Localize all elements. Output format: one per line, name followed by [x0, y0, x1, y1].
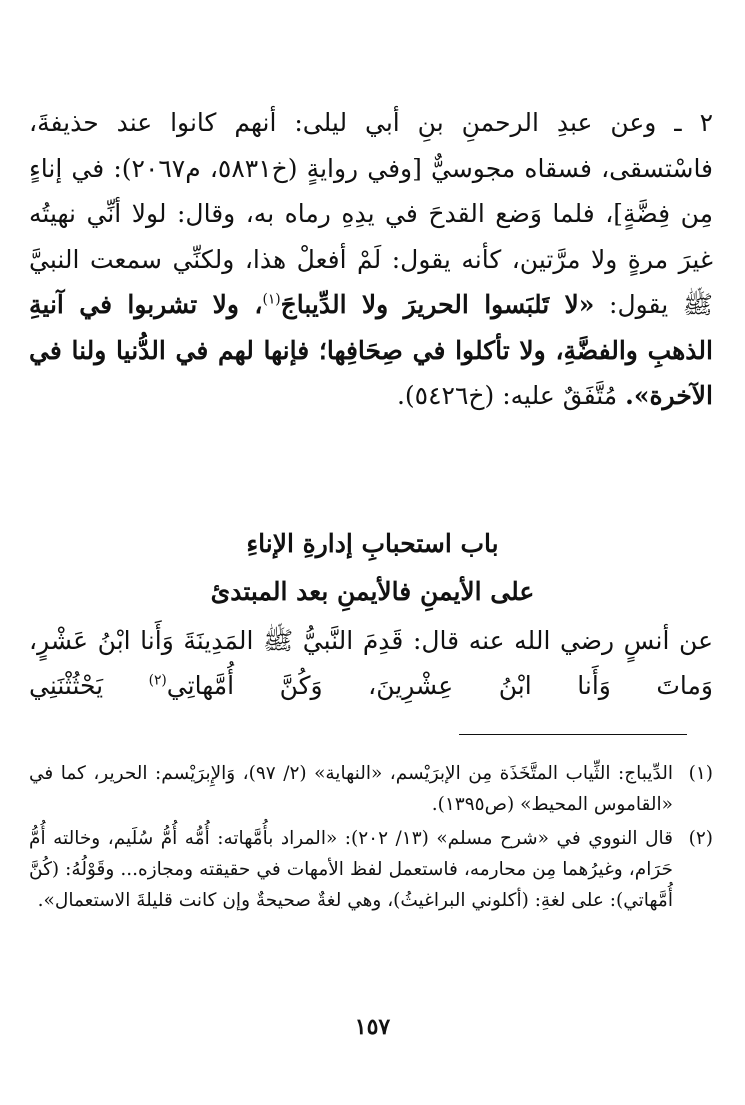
footnote-text: الدِّيباج: الثِّياب المتَّخَذَة مِن الإبرَيْسم، «النهاية» (٢/ ٩٧)، وَالإِبرَيْسم: الحرير، كما في «القاموس المحيط» (ص١٣٩٥). — [29, 763, 673, 815]
page-number: ١٥٧ — [354, 1014, 391, 1040]
footnote-separator — [459, 734, 687, 735]
footnote-ref-2: (٢) — [148, 672, 167, 689]
hadith-quote-part2: ، ولا تشربوا في آنيةِ الذهبِ والفضَّةِ، ولا تأكلوا في صِحَافِها؛ فإنها لهم في الدُّنيا ولنا في الآخرة». — [29, 290, 713, 410]
footnotes — [29, 758, 713, 916]
footnote-1 — [29, 758, 713, 820]
section-heading — [0, 520, 745, 616]
footnote-number: (٢) — [688, 828, 713, 849]
footnote-text: قال النووي في «شرح مسلم» (١٣/ ٢٠٢): «المراد بأُمَّهاته: أُمُّه أُمُّ سُلَيم، وخالته أُمُّ حَرَام، وغيرُهما مِن محارمه، فاستعمل لفظ الأمهات في حقيقته ومجازه... وقَوْلُهُ: (كُنَّ أُمَّهاتي): على لغةِ: (أكلوني البراغيثُ)، وهي لغةٌ صحيحةٌ وإن كانت قليلةَ الاستعمال». — [29, 828, 673, 911]
hadith-paragraph — [29, 100, 713, 419]
section-text-part1: عن أنسٍ رضي الله عنه قال: قَدِمَ النَّبيُّ ﷺ المَدِينَةَ وَأَنا ابْنُ عَشْرٍ، وَماتَ وَأَنا ابْنُ عِشْرِينَ، وَكُنَّ أُمَّهاتِي — [29, 626, 713, 700]
hadith-quote-part1: «لا تَلبَسوا الحريرَ ولا الدِّيباجَ — [280, 290, 595, 319]
section-text-part2: يَحْثُثْنَنِي — [29, 671, 149, 700]
section-heading-line-2: على الأيمنِ فالأيمنِ بعد المبتدئ — [210, 577, 535, 606]
footnote-number: (١) — [688, 763, 713, 784]
section-paragraph — [29, 618, 713, 708]
footnote-2 — [29, 823, 713, 916]
section-heading-line-1: باب استحبابِ إدارةِ الإناءِ — [246, 529, 499, 558]
footnote-ref-1: (١) — [262, 291, 281, 308]
hadith-agreed-source: مُتَّفَقٌ عليه: (خ٥٤٢٦). — [396, 381, 626, 410]
hadith-intro: ٢ ـ وعن عبدِ الرحمنِ بنِ أبي ليلى: أنهم كانوا عند حذيفةَ، فاسْتسقى، فسقاه مجوسيٌّ [وفي روايةٍ (خ٥٨٣١، م٢٠٦٧): في إناءٍ مِن فِضَّةٍ]، فلما وَضع القدحَ في يدِهِ رماه به، وقال: لولا أنِّي نهيتُه غيرَ مرةٍ ولا مرَّتين، كأنه يقول: لَمْ أفعلْ هذا، ولكنِّي سمعت النبيَّ ﷺ يقول: — [29, 108, 714, 319]
